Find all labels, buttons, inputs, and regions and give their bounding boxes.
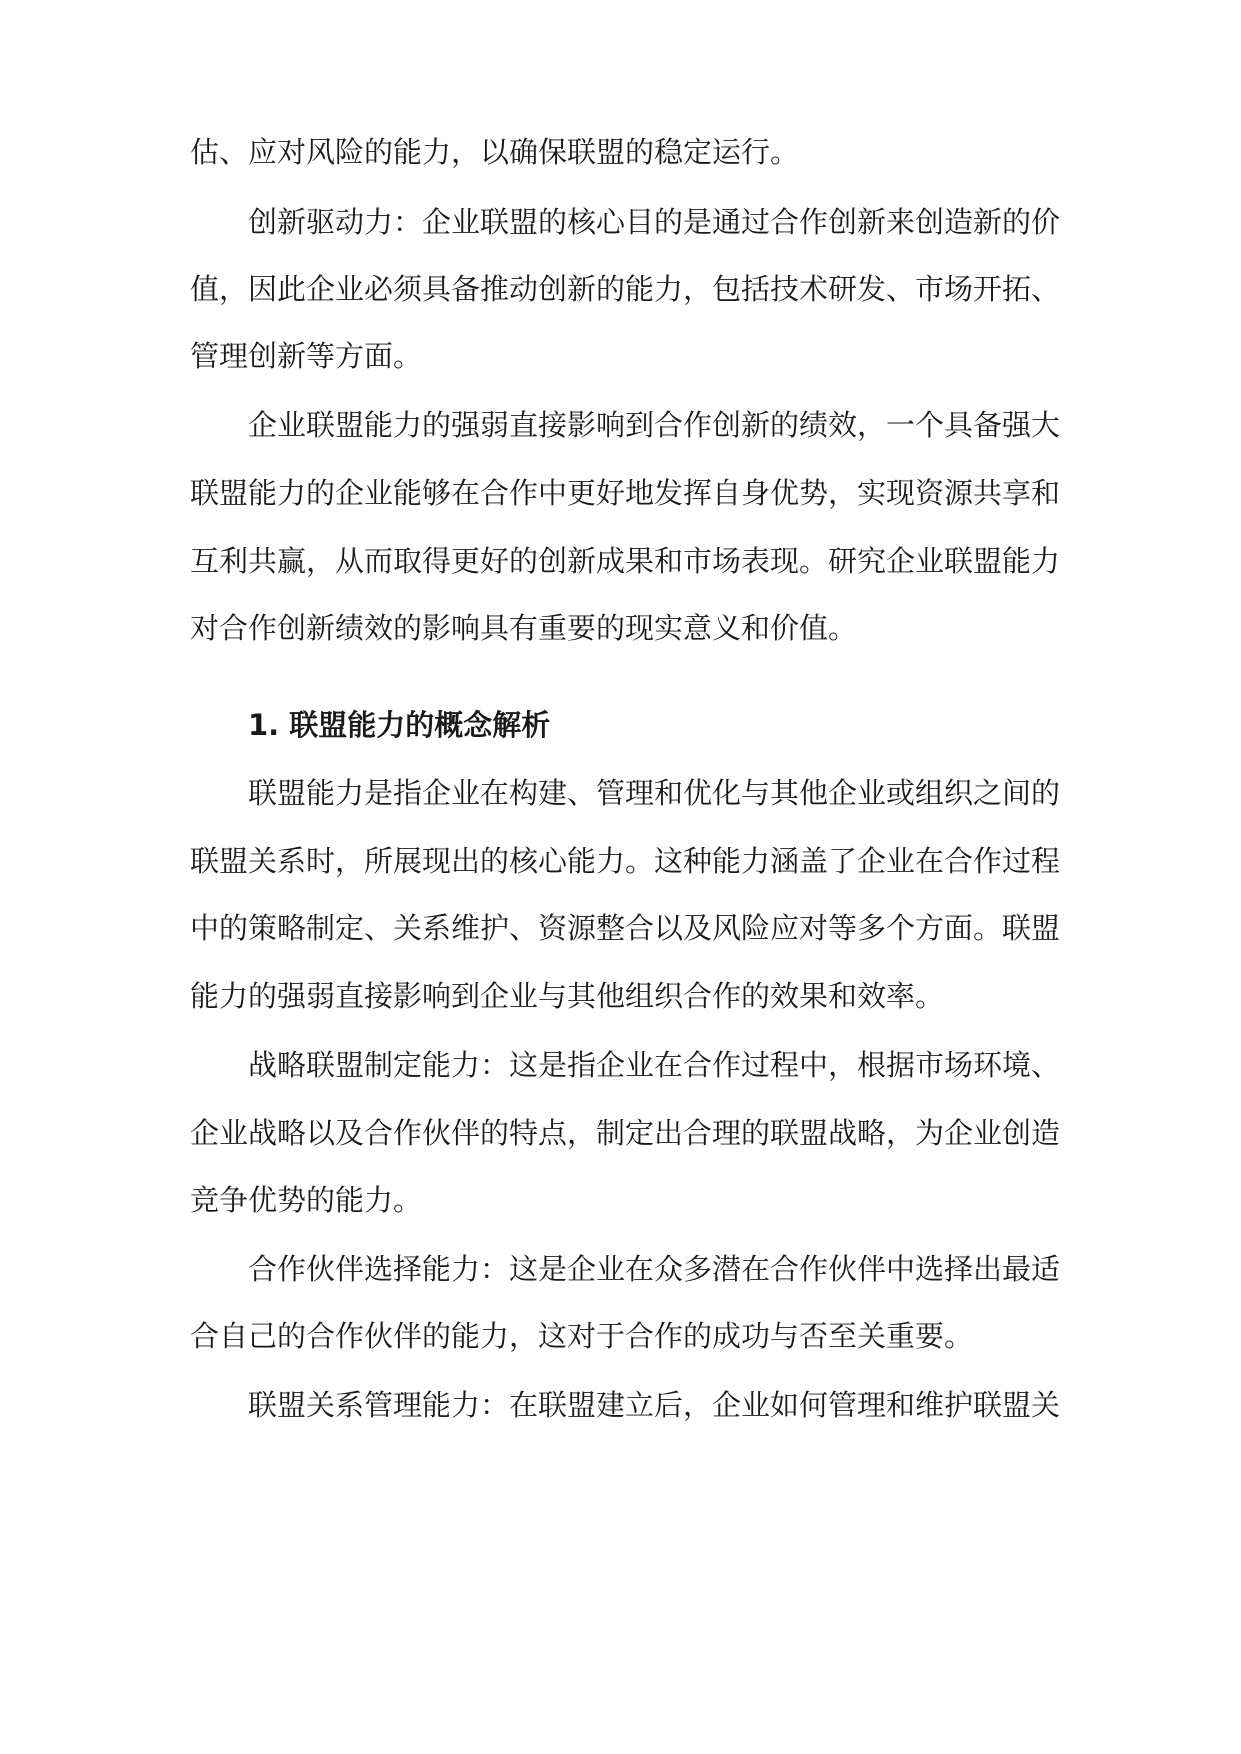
text-line: 管理创新等方面。 bbox=[190, 339, 423, 373]
text-line: 企业联盟能力的强弱直接影响到合作创新的绩效，一个具备强大 bbox=[248, 408, 1061, 442]
text-line: 估、应对风险的能力，以确保联盟的稳定运行。 bbox=[190, 135, 800, 169]
text-line: 值，因此企业必须具备推动创新的能力，包括技术研发、市场开拓、 bbox=[190, 272, 1061, 306]
text-line: 合自己的合作伙伴的能力，这对于合作的成功与否至关重要。 bbox=[190, 1319, 974, 1353]
text-line: 企业战略以及合作伙伴的特点，制定出合理的联盟战略，为企业创造 bbox=[190, 1116, 1061, 1150]
text-line: 合作伙伴选择能力：这是企业在众多潜在合作伙伴中选择出最适 bbox=[248, 1252, 1061, 1286]
text-line: 联盟能力的企业能够在合作中更好地发挥自身优势，实现资源共享和 bbox=[190, 476, 1061, 510]
text-line: 战略联盟制定能力：这是指企业在合作过程中，根据市场环境、 bbox=[248, 1048, 1061, 1082]
text-line: 联盟关系管理能力：在联盟建立后，企业如何管理和维护联盟关 bbox=[248, 1388, 1061, 1422]
text-line: 创新驱动力：企业联盟的核心目的是通过合作创新来创造新的价 bbox=[248, 205, 1061, 239]
text-line: 联盟关系时，所展现出的核心能力。这种能力涵盖了企业在合作过程 bbox=[190, 844, 1061, 878]
text-line: 互利共赢，从而取得更好的创新成果和市场表现。研究企业联盟能力 bbox=[190, 544, 1061, 578]
text-line: 对合作创新绩效的影响具有重要的现实意义和价值。 bbox=[190, 611, 858, 645]
text-line: 中的策略制定、关系维护、资源整合以及风险应对等多个方面。联盟 bbox=[190, 911, 1061, 945]
text-line: 联盟能力是指企业在构建、管理和优化与其他企业或组织之间的 bbox=[248, 776, 1061, 810]
text-line: 能力的强弱直接影响到企业与其他组织合作的效果和效率。 bbox=[190, 979, 945, 1013]
section-heading: 1. 联盟能力的概念解析 bbox=[248, 708, 551, 742]
text-line: 竞争优势的能力。 bbox=[190, 1183, 423, 1217]
